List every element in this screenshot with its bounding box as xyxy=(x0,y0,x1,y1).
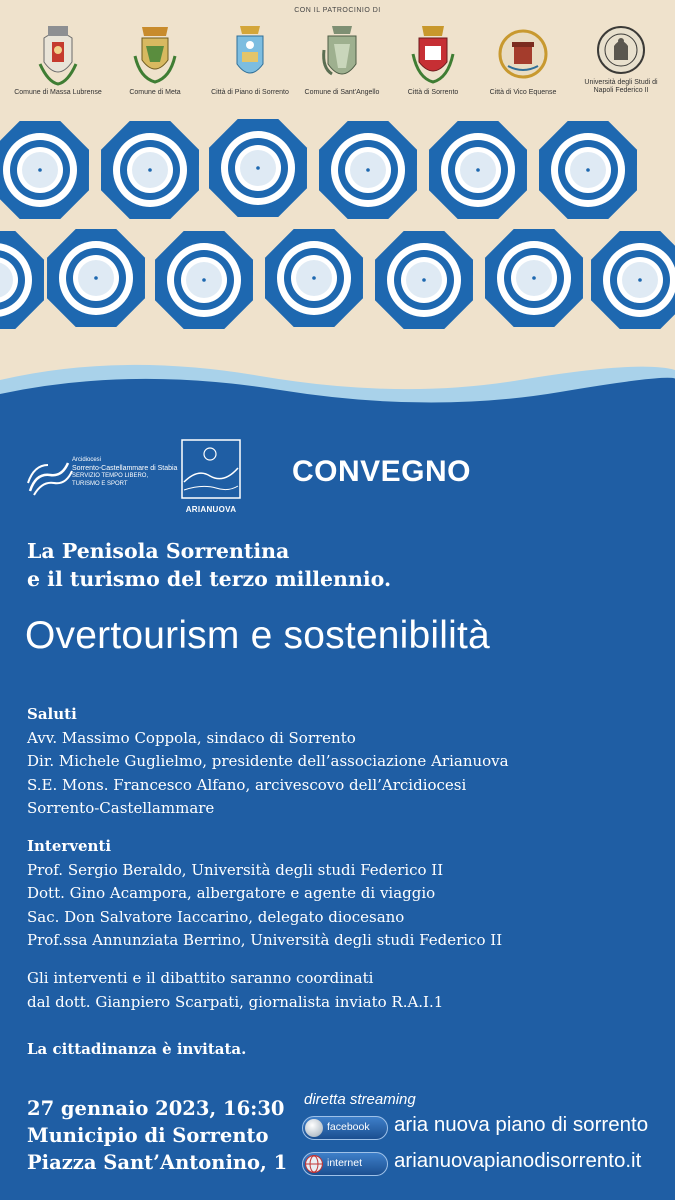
saluti-heading: Saluti xyxy=(27,705,77,723)
archdiocese-swirl-icon xyxy=(26,455,74,499)
saluti-section xyxy=(27,703,509,821)
event-datetime: 27 gennaio 2023, 16:30 xyxy=(27,1097,285,1120)
event-when-where xyxy=(27,1095,287,1176)
facebook-ball-icon xyxy=(305,1119,323,1137)
umbrella-row-top xyxy=(0,110,657,239)
archdiocese-logo xyxy=(26,455,186,503)
patron-sant-angello xyxy=(297,24,387,97)
umbrella-row-bottom xyxy=(0,209,675,349)
moderation-note: Gli interventi e il dibattito saranno coordinati dal dott. Gianpiero Scarpati, giornalista inviato R.A.I.1 xyxy=(27,969,444,1011)
facebook-page-link[interactable]: aria nuova piano di sorrento xyxy=(394,1113,649,1136)
arianuova-logo xyxy=(180,438,242,516)
patron-label: Università degli Studi di Napoli Federico II xyxy=(584,79,658,95)
arianuova-landscape-icon xyxy=(180,438,242,502)
event-address: Piazza Sant’Antonino, 1 xyxy=(27,1151,288,1174)
massa-lubrense-crest-icon xyxy=(38,24,78,86)
patron-label: Comune di Meta xyxy=(129,89,181,96)
interventi-line: Prof. Sergio Beraldo, Università degli studi Federico II xyxy=(27,860,444,879)
internet-button[interactable]: internet xyxy=(302,1152,388,1176)
umbrellas-illustration xyxy=(0,110,675,360)
patron-label: Comune di Massa Lubrense xyxy=(14,89,102,96)
event-kind: CONVEGNO xyxy=(292,455,472,488)
sorrento-crest-icon xyxy=(410,24,456,86)
patron-piano-di-sorrento xyxy=(205,24,295,97)
saluti-line: Dir. Michele Guglielmo, presidente dell’associazione Arianuova xyxy=(27,752,509,770)
arianuova-wordmark: ARIANUOVA xyxy=(185,505,237,514)
saluti-line: Sorrento-Castellammare xyxy=(27,799,215,817)
event-venue: Municipio di Sorrento xyxy=(27,1124,269,1147)
patron-sorrento xyxy=(388,24,478,97)
interventi-section xyxy=(27,835,502,953)
interventi-line: Prof.ssa Annunziata Berrino, Università degli studi Federico II xyxy=(27,931,503,949)
saluti-line: S.E. Mons. Francesco Alfano, arcivescovo dell’Arcidiocesi xyxy=(27,775,467,794)
globe-icon xyxy=(305,1155,323,1173)
federico-ii-seal-icon xyxy=(597,24,645,76)
patron-meta xyxy=(110,24,200,97)
patron-federico-ii xyxy=(580,24,662,95)
saluti-line: Avv. Massimo Coppola, sindaco di Sorrento xyxy=(27,728,356,747)
patron-massa-lubrense xyxy=(13,24,103,97)
patron-label: Città di Piano di Sorrento xyxy=(211,89,289,96)
patron-label: Comune di Sant'Angello xyxy=(304,89,380,96)
archdiocese-text: Arcidiocesi Sorrento-Castellammare di Stabia SERVIZIO TEMPO LIBERO, TURISMO E SPORT xyxy=(72,457,178,487)
event-title: Overtourism e sostenibilità xyxy=(25,614,490,657)
event-subtitle: La Penisola Sorrentina e il turismo del terzo millennio. xyxy=(27,539,392,591)
patron-label: Città di Vico Equense xyxy=(489,89,557,96)
streaming-heading: diretta streaming xyxy=(304,1091,416,1108)
sant-angello-crest-icon xyxy=(320,24,364,86)
invitation-text: La cittadinanza è invitata. xyxy=(27,1040,247,1058)
patron-label: Città di Sorrento xyxy=(407,89,459,96)
piano-di-sorrento-crest-icon xyxy=(230,24,270,86)
interventi-line: Dott. Gino Acampora, albergatore e agente di viaggio xyxy=(27,884,436,902)
meta-crest-icon xyxy=(132,24,178,86)
interventi-heading: Interventi xyxy=(27,837,112,855)
patronage-heading: CON IL PATROCINIO DI xyxy=(294,7,381,14)
vico-equense-crest-icon xyxy=(498,24,548,86)
interventi-line: Sac. Don Salvatore Iaccarino, delegato diocesano xyxy=(27,907,405,926)
patron-vico-equense xyxy=(478,24,568,97)
facebook-button[interactable]: facebook xyxy=(302,1116,388,1140)
website-link[interactable]: arianuovapianodisorrento.it xyxy=(394,1149,642,1172)
